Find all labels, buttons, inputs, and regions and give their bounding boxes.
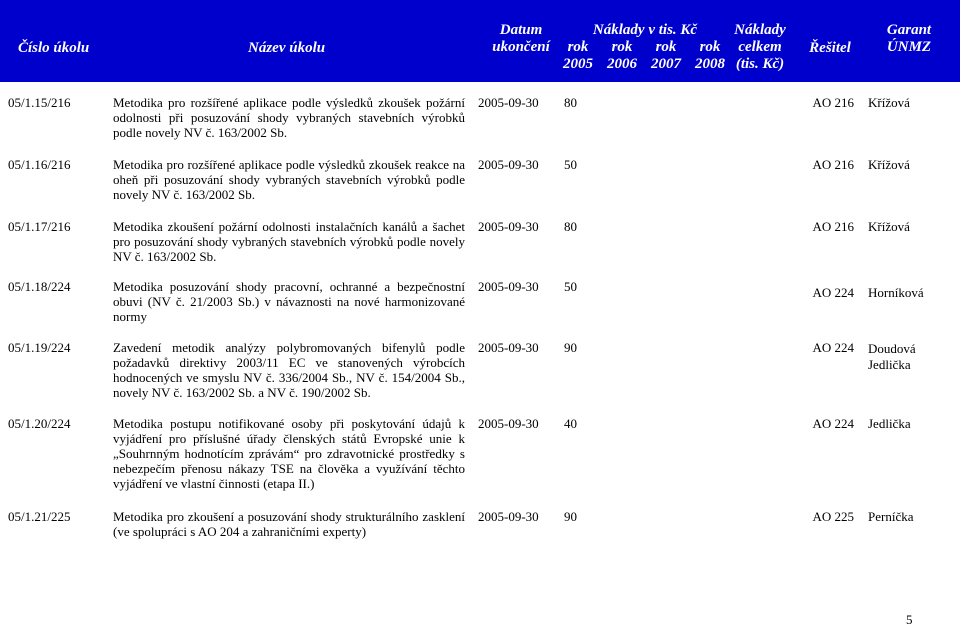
header-garant-line1: Garant <box>886 22 932 38</box>
task-name: Metodika pro zkoušení a posuzování shody strukturálního zasklení (ve spolupráci s AO 204 a zahraničními experty) <box>113 509 465 539</box>
header-year: 2005 <box>563 56 593 72</box>
task-number: 05/1.20/224 <box>8 416 71 431</box>
cost-2005: 40 <box>564 416 577 431</box>
task-name: Metodika posuzování shody pracovní, ochranné a bezpečnostní obuvi (NV č. 21/2003 Sb.) v návaznosti na nové harmonizované normy <box>113 279 465 324</box>
header-cislo-ukolu: Číslo úkolu <box>18 40 90 56</box>
header-naklady-celkem-line3: (tis. Kč) <box>735 56 785 72</box>
header-rok-label: rok <box>699 39 721 55</box>
completion-date: 2005-09-30 <box>478 416 539 431</box>
garant: Horníková <box>868 285 924 300</box>
completion-date: 2005-09-30 <box>478 157 539 172</box>
garant: Křížová <box>868 95 910 110</box>
garant: Křížová <box>868 219 910 234</box>
solver: AO 216 <box>812 219 854 234</box>
task-name: Metodika postupu notifikované osoby při poskytování údajů k vyjádření pro příslušné úřady členských států Evropské unie k „Souhrnným hodnotícím zprávám“ pro zdravotnické prostředky s nebezpečím přenosu nákazy TSE na člověka a využívání těchto vyjádření ve vlastní činnosti (etapa II.) <box>113 416 465 491</box>
header-year-2008 <box>687 39 733 73</box>
header-nazev-ukolu: Název úkolu <box>248 40 326 56</box>
task-number: 05/1.17/216 <box>8 219 71 234</box>
task-number: 05/1.16/216 <box>8 157 71 172</box>
garant: Doudová Jedlička <box>868 341 916 372</box>
header-year-2007 <box>643 39 689 73</box>
header-rok-label: rok <box>611 39 633 55</box>
task-name: Zavedení metodik analýzy polybromovaných bifenylů podle požadavků direktivy 2003/11 EC ve stanovených výrobcích hodnocených ve smyslu NV č. 336/2004 Sb., NV č. 154/2004 Sb., novely NV č. 163/2002 Sb. a NV č. 190/2002 Sb. <box>113 340 465 400</box>
completion-date: 2005-09-30 <box>478 95 539 110</box>
solver: AO 216 <box>812 95 854 110</box>
solver: AO 225 <box>812 509 854 524</box>
header-garant-unmz <box>872 22 946 56</box>
garant: Křížová <box>868 157 910 172</box>
task-name: Metodika pro rozšířené aplikace podle výsledků zkoušek reakce na oheň při posuzování shody vybraných stavebních výrobků podle novely NV č. 163/2002 Sb. <box>113 157 465 202</box>
header-naklady-v-tis: Náklady v tis. Kč <box>592 22 698 38</box>
header-naklady-celkem-line2: celkem <box>738 39 782 55</box>
solver: AO 224 <box>812 340 854 355</box>
task-number: 05/1.19/224 <box>8 340 71 355</box>
header-rok-label: rok <box>655 39 677 55</box>
header-year: 2008 <box>695 56 725 72</box>
cost-2005: 80 <box>564 95 577 110</box>
cost-2005: 90 <box>564 509 577 524</box>
task-name: Metodika zkoušení požární odolnosti instalačních kanálů a šachet pro posuzování shody vybraných stavebních výrobků podle novely NV č. 163/2002 Sb. <box>113 219 465 264</box>
task-name: Metodika pro rozšířené aplikace podle výsledků zkoušek požární odolnosti při posuzování shody vybraných stavebních výrobků podle novely NV č. 163/2002 Sb. <box>113 95 465 140</box>
header-garant-line2: ÚNMZ <box>886 39 932 55</box>
completion-date: 2005-09-30 <box>478 340 539 355</box>
task-number: 05/1.18/224 <box>8 279 71 294</box>
solver: AO 224 <box>812 416 854 431</box>
header-datum-ukonceni <box>480 22 562 56</box>
header-datum-line1: Datum <box>499 22 543 38</box>
header-year: 2006 <box>607 56 637 72</box>
header-naklady-celkem-line1: Náklady <box>734 22 786 38</box>
header-year-2006 <box>599 39 645 73</box>
solver: AO 224 <box>812 285 854 300</box>
header-datum-line2: ukončení <box>492 39 550 55</box>
page-number: 5 <box>906 612 913 627</box>
task-number: 05/1.15/216 <box>8 95 71 110</box>
header-naklady-celkem <box>728 22 792 73</box>
garant: Perníčka <box>868 509 914 524</box>
cost-2005: 50 <box>564 157 577 172</box>
cost-2005: 50 <box>564 279 577 294</box>
table-header <box>0 0 960 82</box>
task-number: 05/1.21/225 <box>8 509 71 524</box>
solver: AO 216 <box>812 157 854 172</box>
completion-date: 2005-09-30 <box>478 509 539 524</box>
header-year-2005 <box>555 39 601 73</box>
header-rok-label: rok <box>567 39 589 55</box>
header-resitel: Řešitel <box>809 40 851 56</box>
cost-2005: 80 <box>564 219 577 234</box>
header-year: 2007 <box>651 56 681 72</box>
garant: Jedlička <box>868 416 911 431</box>
completion-date: 2005-09-30 <box>478 219 539 234</box>
completion-date: 2005-09-30 <box>478 279 539 294</box>
cost-2005: 90 <box>564 340 577 355</box>
